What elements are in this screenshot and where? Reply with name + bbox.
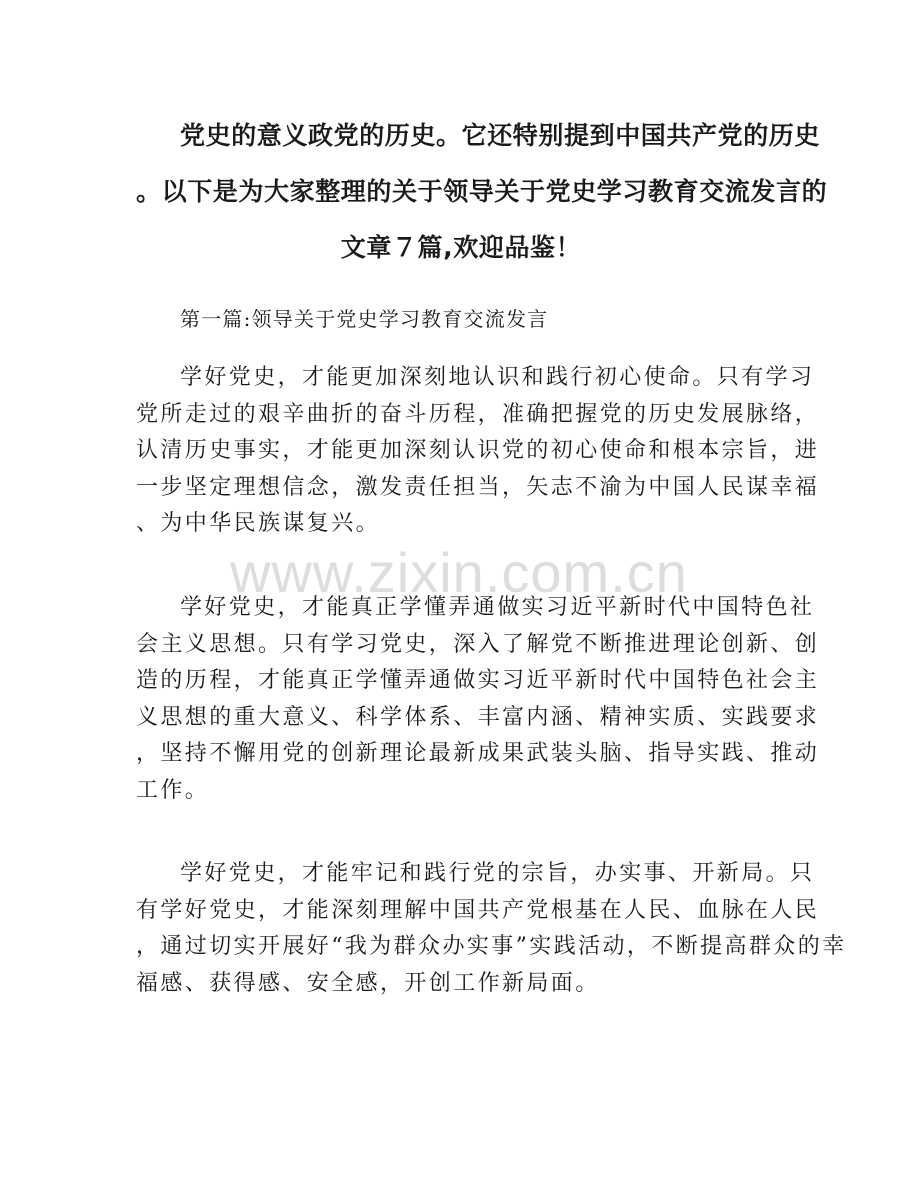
paragraph-line: 会主义思想。只有学习党史，深入了解党不断推进理论创新、创: [136, 631, 820, 657]
paragraph-line: 党所走过的艰辛曲折的奋斗历程，准确把握党的历史发展脉络，: [136, 401, 820, 427]
intro-line-2: 。以下是为大家整理的关于领导关于党史学习教育交流发言的: [136, 177, 828, 206]
paragraph-line: 学好党史，才能牢记和践行党的宗旨，办实事、开新局。只: [180, 861, 815, 886]
paragraph-line: 、为中华民族谋复兴。: [136, 511, 381, 536]
paragraph-line: 造的历程，才能真正学懂弄通做实习近平新时代中国特色社会主: [136, 668, 820, 693]
intro-line-1: 党史的意义政党的历史。它还特别提到中国共产党的历史: [180, 121, 821, 150]
paragraph-line: 学好党史，才能更加深刻地认识和践行初心使命。只有学习: [180, 365, 815, 390]
paragraph-line: 学好党史，才能真正学懂弄通做实习近平新时代中国特色社: [180, 595, 815, 620]
paragraph-2: [136, 590, 820, 809]
paragraph-line: 一步坚定理想信念，激发责任担当，矢志不渝为中国人民谋幸福: [136, 474, 820, 500]
paragraph-line: 工作。: [136, 777, 210, 803]
watermark: www.zixin.com.cn: [230, 541, 688, 604]
paragraph-line: 义思想的重大意义、科学体系、丰富内涵、精神实质、实践要求: [136, 704, 820, 730]
paragraph-line: ，通过切实开展好“我为群众办实事”实践活动，不断提高群众的幸: [136, 934, 847, 959]
paragraph-1: [136, 360, 820, 543]
section-heading: 第一篇:领导关于党史学习教育交流发言: [180, 307, 549, 331]
intro-heading: [136, 108, 828, 276]
intro-line-3: 文章７篇,欢迎品鉴！: [340, 233, 582, 262]
paragraph-line: 认清历史事实，才能更加深刻认识党的初心使命和根本宗旨，进: [136, 438, 820, 463]
paragraph-3: [136, 856, 847, 1002]
paragraph-line: 有学好党史，才能深刻理解中国共产党根基在人民、血脉在人民: [136, 897, 820, 923]
paragraph-line: ，坚持不懈用党的创新理论最新成果武装头脑、指导实践、推动: [136, 741, 820, 766]
paragraph-line: 福感、获得感、安全感，开创工作新局面。: [136, 970, 600, 996]
